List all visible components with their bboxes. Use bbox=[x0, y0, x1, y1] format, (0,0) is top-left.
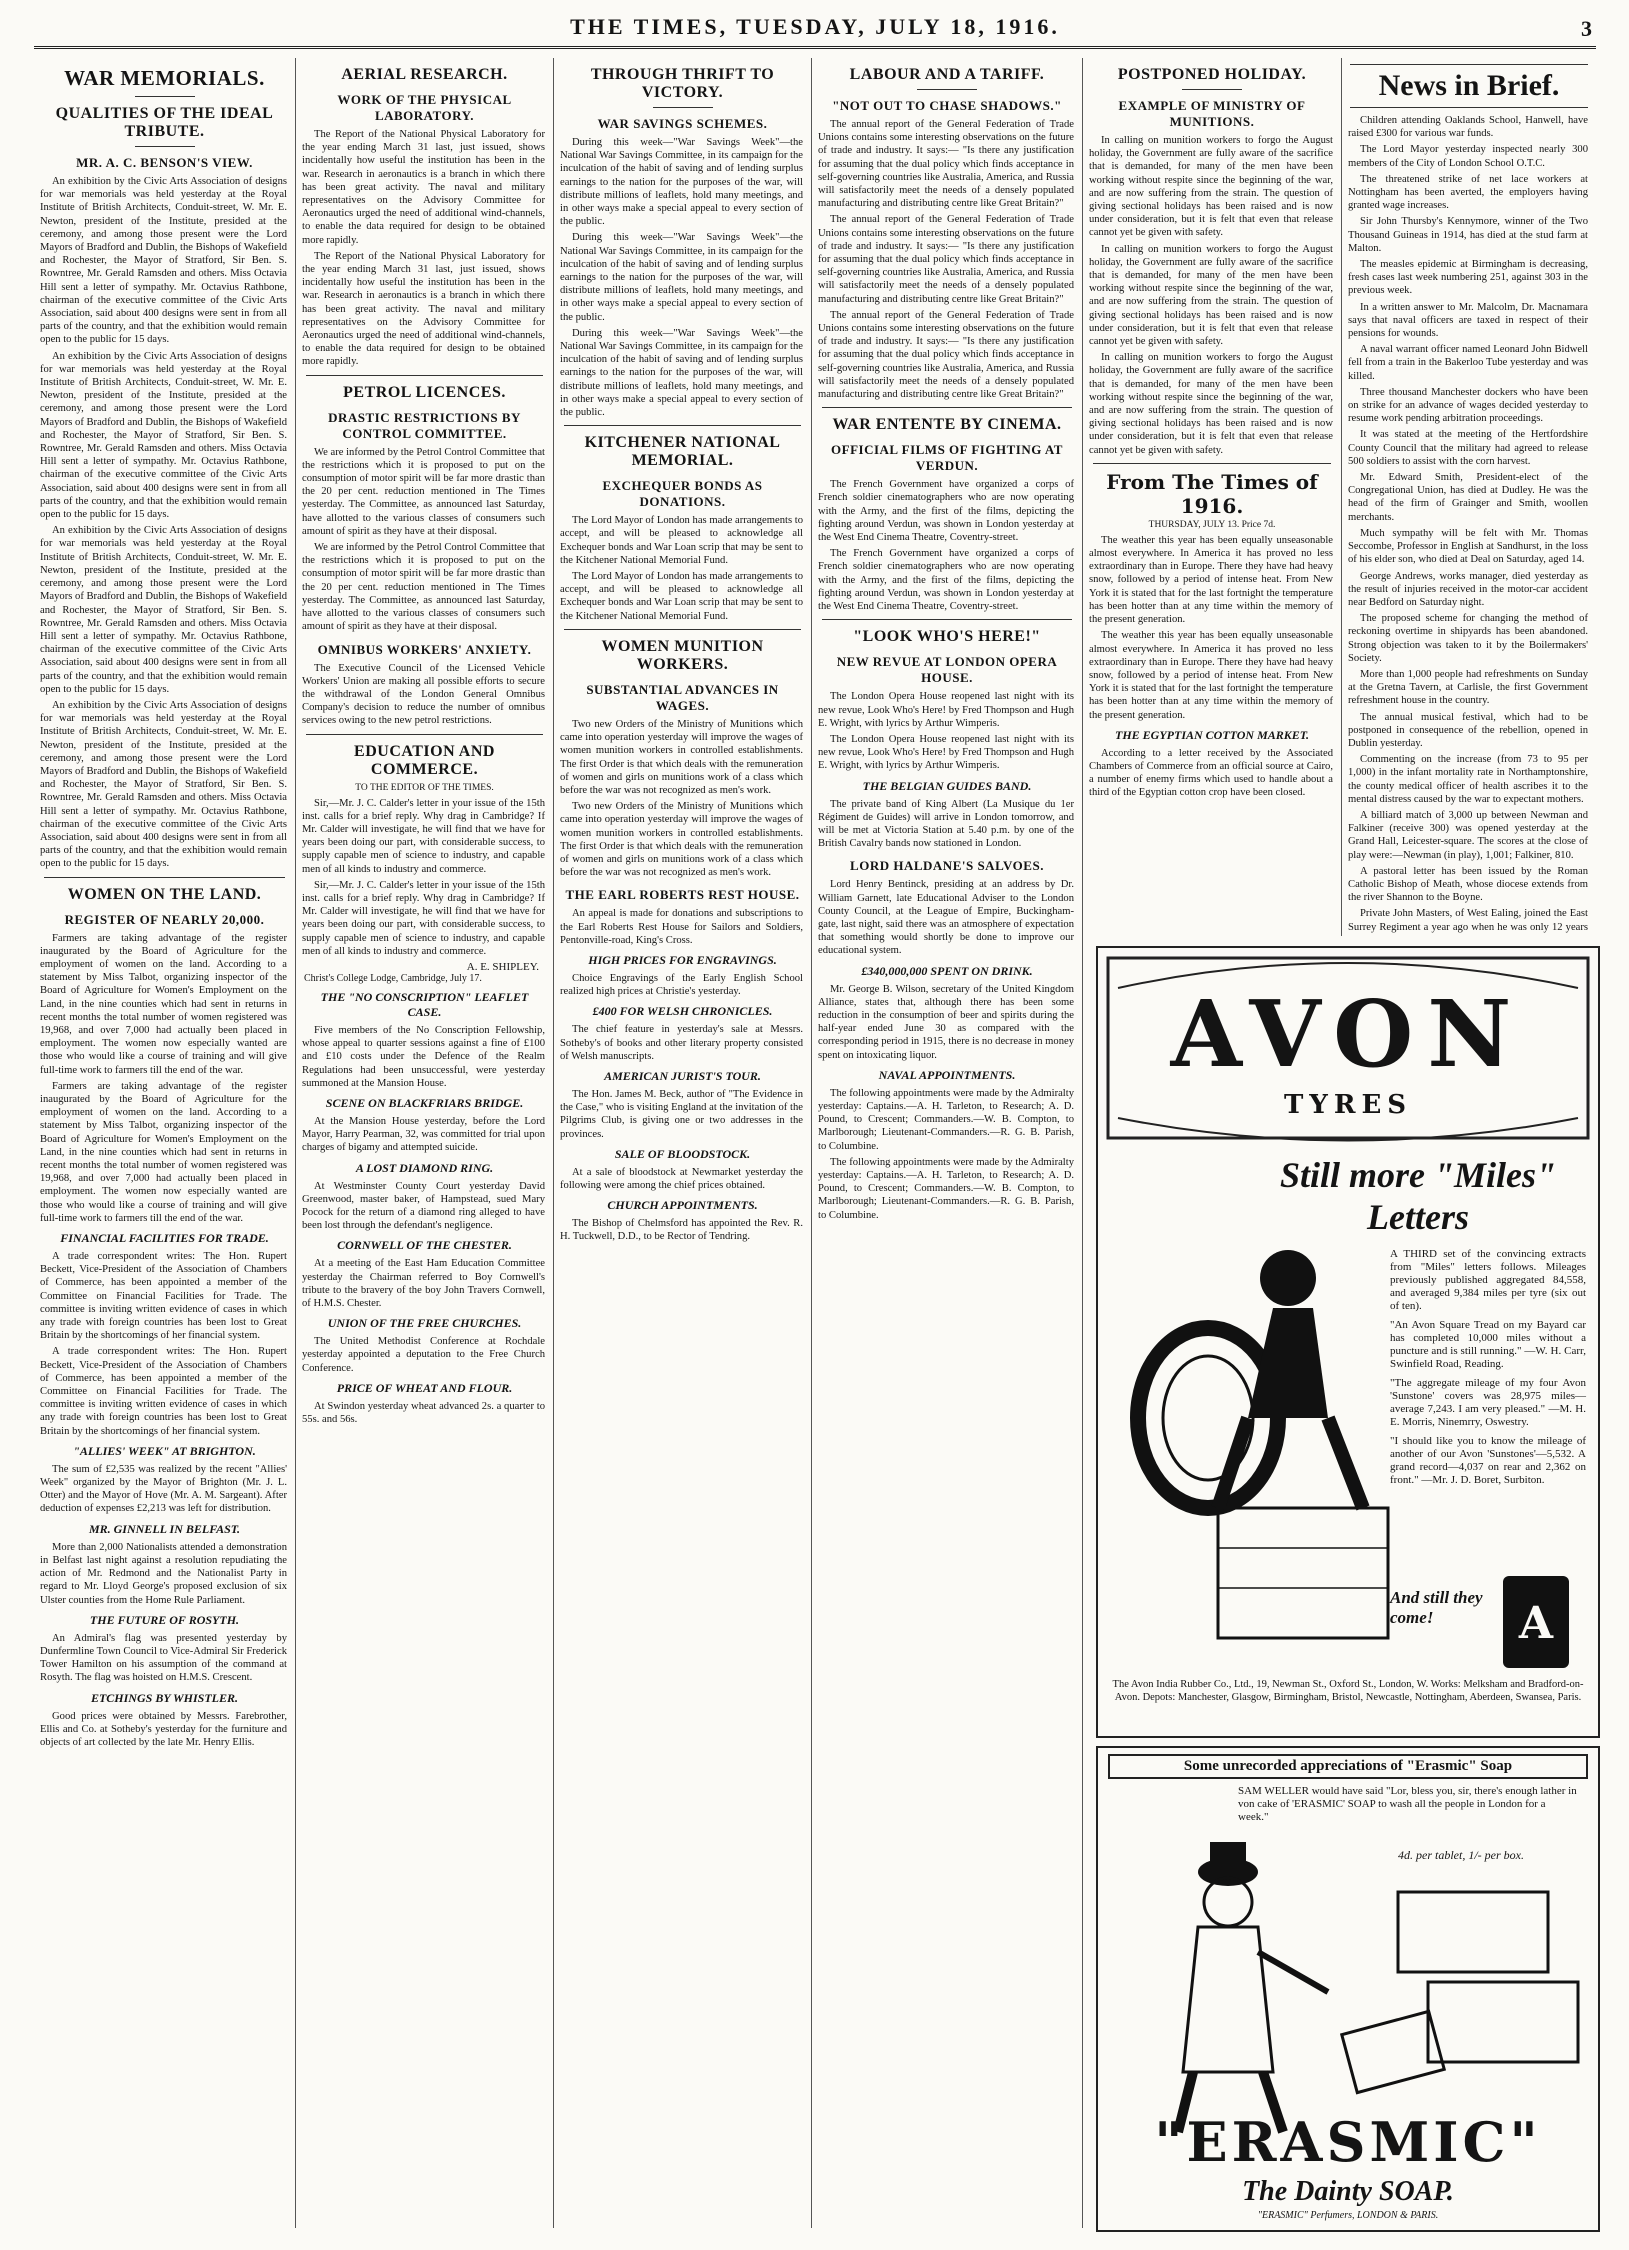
subhead-verdun: OFFICIAL FILMS OF FIGHTING AT VERDUN. bbox=[831, 442, 1063, 474]
article-revue: The London Opera House reopened last night with its new revue, Look Who's Here! by Fred Thompson and Hugh E. Wright, with lyrics by Arthur Wimperis. bbox=[818, 691, 1074, 729]
article-kitchener: The Lord Mayor of London has made arrangements to accept, and will be pleased to acknowledge all Exchequer bonds and War Loan scrip that may be sent to the Kitchener National Memorial Fund. bbox=[560, 515, 803, 566]
avon-address: The Avon India Rubber Co., Ltd., 19, Newman St., Oxford St., London, W. Works: Melksham and Bradford-on-Avon. Depots: Manchester, Glasgow, Birmingham, Bristol, Newcastle, Nottingham, Aberdeen, Swansea, Paris. bbox=[1112, 1679, 1584, 1703]
headline-postponed-holiday: POSTPONED HOLIDAY. bbox=[1117, 66, 1307, 83]
headline-education: EDUCATION AND COMMERCE. bbox=[354, 742, 495, 778]
article-petrol-cont: We are informed by the Petrol Control Committee that the restrictions which it is proposed to put on the consumption of motor spirit will be far more drastic than the 20 per cent. reduction mentioned in The Times yesterday. The Committee, as announced last Saturday, have allotted to the various classes of consumers such amount of spirit as they have at their disposal. bbox=[302, 542, 545, 633]
headline-bloodstock: SALE OF BLOODSTOCK. bbox=[614, 1146, 751, 1161]
erasmic-footer: "ERASMIC" Perfumers, LONDON & PARIS. bbox=[1257, 2210, 1439, 2221]
brief-item: The annual musical festival, which had to be postponed in consequence of the rebellion, opened in Dublin yesterday. bbox=[1348, 711, 1588, 749]
brief-item: The Lord Mayor yesterday inspected nearly 300 members of the City of London School O.T.C. bbox=[1348, 144, 1588, 169]
column-4 bbox=[812, 58, 1083, 2228]
article-labour-cont: The annual report of the General Federation of Trade Unions contains some interesting observations on the future of trade and industry. It says:— "Is there any justification for assuming that the dual policy which finds acceptance in self-governing countries like Australia, America, and Russia will satisfactorily meet the needs of a densely populated manufacturing and distributing centre like Great Britain?" bbox=[818, 214, 1074, 305]
avon-logo-emblem bbox=[1503, 1576, 1569, 1668]
erasmic-banner: Some unrecorded appreciations of "Erasmic" Soap bbox=[1108, 1754, 1588, 1779]
article-women-land: Farmers are taking advantage of the register inaugurated by the Board of Agriculture for the employment of women on the land. According to a statement by Miss Talbot, organizing inspector of the Board of Agriculture for Women's Employment on the Land, in the nine counties which had sent in returns in recent months the total number of women registered was 19,968, and over 7,000 had actually been placed in employment. The women now especially wanted are those who would like a course of training and will give full-time work to farmers till the end of the war. bbox=[40, 932, 287, 1076]
headline-haldane: LORD HALDANE'S SALVOES. bbox=[850, 858, 1044, 874]
subhead-shadows: "NOT OUT TO CHASE SHADOWS." bbox=[832, 98, 1062, 113]
column-1 bbox=[34, 58, 296, 2228]
article-benson: An exhibition by the Civic Arts Association of designs for war memorials was held yesterday at the Royal Institute of British Architects, Conduit-street, W. Mr. E. Newton, president of the Institute, presided at the ceremony, and among those present were the Lord Mayors of Bradford and Dublin, the Bishops of Wakefield and Rochester, the Mayor of Stratford, Sir Ben. S. Rowntree, Mr. Gerald Ramsden and others. Miss Octavia Hill sent a letter of sympathy. Mr. Octavius Rathbone, chairman of the executive committee of the Civic Arts Association, said about 400 designs were sent in from all parts of the country, and that the exhibition would remain open to the public for 15 days. bbox=[40, 176, 287, 346]
rule bbox=[306, 734, 543, 735]
headline-free-churches: UNION OF THE FREE CHURCHES. bbox=[327, 1316, 522, 1331]
brief-item: More than 1,000 people had refreshments on Sunday at the Gretna Tavern, at Carlisle, the first Government refreshment house in the country. bbox=[1348, 668, 1588, 707]
rule bbox=[917, 89, 977, 90]
article-aerial: The Report of the National Physical Laboratory for the year ending March 31 last, just issued, shows incidentally how useful the institution has been in the war. Research in aeronautics is a branch in which there has been great activity. The naval and military representatives on the Advisory Committee for Aeronautics urged the need of additional wind-channels, to enable the data required for design to be obtained more rapidly. bbox=[302, 129, 545, 246]
rule bbox=[1093, 463, 1331, 464]
headline-cornwell: CORNWELL OF THE CHESTER. bbox=[337, 1238, 512, 1253]
headline-allies-week: "ALLIES' WEEK" AT BRIGHTON. bbox=[73, 1443, 256, 1458]
headline-omnibus: OMNIBUS WORKERS' ANXIETY. bbox=[317, 641, 532, 657]
article-diamond-ring: At Westminster County Court yesterday David Greenwood, master baker, of Hampstead, sued Mary Pocock for the return of a diamond ring alleged to have been lost through the defendant's negligence. bbox=[302, 1180, 545, 1232]
headline-church: CHURCH APPOINTMENTS. bbox=[607, 1198, 758, 1213]
headline-welsh: £400 FOR WELSH CHRONICLES. bbox=[592, 1004, 773, 1019]
headline-women-land: WOMEN ON THE LAND. bbox=[67, 885, 262, 903]
headline-no-conscription: THE "NO CONSCRIPTION" LEAFLET CASE. bbox=[320, 989, 529, 1019]
rule bbox=[822, 407, 1072, 408]
headline-roberts: THE EARL ROBERTS REST HOUSE. bbox=[565, 887, 800, 903]
brief-item: Commenting on the increase (from 73 to 95 per 1,000) in the infant mortality rate in Northamptonshire, the county medical officer of health ascribes it to the mental distress caused by the war to expectant mothers. bbox=[1348, 754, 1588, 805]
article-bloodstock: At a sale of bloodstock at Newmarket yesterday the following were among the chief prices obtained. bbox=[560, 1166, 803, 1191]
brief-item: In a written answer to Mr. Malcolm, Dr. Macnamara says that naval officers are taxed in respect of their pensions for wounds. bbox=[1348, 301, 1588, 340]
headline-munition: WOMEN MUNITION WORKERS. bbox=[601, 637, 764, 673]
rule bbox=[135, 146, 195, 147]
headline-whistler: ETCHINGS BY WHISTLER. bbox=[90, 1690, 239, 1705]
avon-headline: Still more "Miles" Letters bbox=[1280, 1155, 1556, 1237]
article-haldane: Lord Henry Bentinck, presiding at an address by Dr. William Garnett, late Educational Adviser to the London County Council, at the League of Empire, Buckingham-gate, last night, said there was an atmosphere of expectation that something would shortly be done to improve our educational system. bbox=[818, 879, 1074, 957]
article-benson-cont: An exhibition by the Civic Arts Association of designs for war memorials was held yesterday at the Royal Institute of British Architects, Conduit-street, W. Mr. E. Newton, president of the Institute, presided at the ceremony, and among those present were the Lord Mayors of Bradford and Dublin, the Bishops of Wakefield and Rochester, the Mayor of Stratford, Sir Ben. S. Rowntree, Mr. Gerald Ramsden and others. Miss Octavia Hill sent a letter of sympathy. Mr. Octavius Rathbone, chairman of the executive committee of the Civic Arts Association, said about 400 designs were sent in from all parts of the country, and that the exhibition would remain open to the public for 15 days. bbox=[40, 525, 287, 695]
brief-item: It was stated at the meeting of the Hertfordshire County Council that the military had agreed to release 500 soldiers to assist with the corn harvest. bbox=[1348, 429, 1588, 467]
headline-blackfriars: SCENE ON BLACKFRIARS BRIDGE. bbox=[325, 1095, 524, 1110]
article-jurist: The Hon. James M. Beck, author of "The Evidence in the Case," who is visiting England at the invitation of the Pilgrims Club, is giving one or two addresses in the provinces. bbox=[560, 1088, 803, 1140]
article-free-churches: The United Methodist Conference at Rochdale yesterday appointed a deputation to the Free Church Conference. bbox=[302, 1336, 545, 1374]
column-6 bbox=[1342, 58, 1596, 936]
rule bbox=[564, 629, 801, 630]
article-postponed-holiday: In calling on munition workers to forgo the August holiday, the Government are fully aware of the sacrifice that is demanded, for many of the men have been working without respite since the beginning of the war, and are now suffering from the strain. The question of giving sectional holidays has been raised and is now under consideration, but it is felt that even that release cannot yet be given with safety. bbox=[1089, 135, 1333, 239]
brief-item: George Andrews, works manager, died yesterday as the result of injuries received in the motor-car accident near Bedford on Saturday night. bbox=[1348, 570, 1588, 608]
article-women-land-cont: Farmers are taking advantage of the register inaugurated by the Board of Agriculture for the employment of women on the land. According to a statement by Miss Talbot, organizing inspector of the Board of Agriculture for Women's Employment on the Land, in the nine counties which had sent in returns in recent months the total number of women registered was 19,968, and over 7,000 had actually been placed in employment. The women now especially wanted are those who would like a course of training and will give full-time work to farmers till the end of the war. bbox=[40, 1080, 287, 1224]
subhead-wages: SUBSTANTIAL ADVANCES IN WAGES. bbox=[586, 681, 779, 713]
subhead-qualities: QUALITIES OF THE IDEAL TRIBUTE. bbox=[55, 105, 274, 140]
article-engravings: Choice Engravings of the Early English School realized high prices at Christie's yesterday. bbox=[560, 972, 803, 998]
article-roberts: An appeal is made for donations and subscriptions to the Earl Roberts Rest House for Sailors and Soldiers, Pentonville-road, King's Cross. bbox=[560, 908, 803, 946]
headline-war-memorials: WAR MEMORIALS. bbox=[64, 66, 265, 90]
headline-look-who: "LOOK WHO'S HERE!" bbox=[853, 628, 1041, 646]
erasmic-price: 4d. per tablet, 1/- per box. bbox=[1398, 1848, 1524, 1862]
headline-jurist: AMERICAN JURIST'S TOUR. bbox=[604, 1068, 761, 1083]
rule bbox=[306, 375, 543, 376]
rule bbox=[135, 96, 195, 97]
masthead bbox=[34, 14, 1596, 49]
article-ginnell: More than 2,000 Nationalists attended a demonstration in Belfast last night against a resolution repudiating the action of Mr. Redmond and the Nationalist Party in regard to Mr. Lloyd George's proposed exclusion of six Ulster counties from the Home Rule Parliament. bbox=[40, 1541, 287, 1606]
brief-item: A pastoral letter has been issued by the Roman Catholic Bishop of Meath, whose diocese extends from the river Shannon to the Boyne. bbox=[1348, 865, 1588, 904]
headline-drink: £340,000,000 SPENT ON DRINK. bbox=[861, 963, 1033, 978]
brief-item: Sir John Thursby's Kennymore, winner of the Two Thousand Guineas in 1914, has died at the stud farm at Malton. bbox=[1348, 216, 1588, 254]
avon-tyres: TYRES bbox=[1283, 1090, 1413, 1120]
article-rosyth: An Admiral's flag was presented yesterday by Dunfermline Town Council to Vice-Admiral Sir Frederick Tower Hamilton on his assumption of the command at Rosyth. The flag was hoisted on H.M.S. Crescent. bbox=[40, 1632, 287, 1684]
from-the-times-date: THURSDAY, JULY 13. Price 7d. bbox=[1148, 519, 1276, 530]
article-omnibus: The Executive Council of the Licensed Vehicle Workers' Union are making all possible efforts to secure the withdrawal of the London General Omnibus Company's decision to reduce the number of omnibus services owing to the new petrol restrictions. bbox=[302, 662, 545, 727]
headline-belgian-band: THE BELGIAN GUIDES BAND. bbox=[862, 778, 1032, 793]
headline-wheat: PRICE OF WHEAT AND FLOUR. bbox=[336, 1380, 513, 1395]
column-2 bbox=[296, 58, 554, 2228]
avon-advertisement bbox=[1096, 946, 1600, 1738]
rule bbox=[653, 107, 713, 108]
article-kitchener-cont: The Lord Mayor of London has made arrangements to accept, and will be pleased to acknowledge all Exchequer bonds and War Loan scrip that may be sent to the Kitchener National Memorial Fund. bbox=[560, 571, 803, 622]
article-cinema: The French Government have organized a corps of French soldier cinematographers who are now operating with the Army, and the first of the films, depicting the fighting around Verdun, was shown in London yesterday at the West End Cinema Theatre, Coventry-street. bbox=[818, 479, 1074, 544]
avon-copy-1: A THIRD set of the convincing extracts from "Miles" letters follows. Mileages previously published aggregated 84,558, and averaged 9,384 miles per tyre (six out of ten). bbox=[1390, 1248, 1586, 1312]
article-munition: Two new Orders of the Ministry of Munitions which came into operation yesterday will improve the wages of women munition workers in controlled establishments. The first Order is that which deals with the remuneration of women and girls on munitions work of a class which before the war was not recognized as men's work. bbox=[560, 718, 803, 796]
headline-diamond-ring: A LOST DIAMOND RING. bbox=[355, 1160, 494, 1175]
news-in-brief-title: News in Brief. bbox=[1350, 64, 1588, 108]
article-from-1816: The weather this year has been equally unseasonable almost everywhere. In America it has proved no less extraordinary than in Europe. There they have had heavy snow, followed by a period of intense heat. From New York it is stated that for the last fortnight the temperature has been hotter than at any time within the memory of the present generation. bbox=[1089, 534, 1333, 626]
article-church: The Bishop of Chelmsford has appointed the Rev. R. H. Tuckwell, D.D., to be Rector of Tendring. bbox=[560, 1218, 803, 1243]
headline-petrol: PETROL LICENCES. bbox=[343, 383, 506, 401]
man-with-tyre-illustration bbox=[1138, 1250, 1388, 1638]
article-blackfriars: At the Mansion House yesterday, before the Lord Mayor, Harry Pearman, 32, was committed for trial upon charges of bigamy and attempted suicide. bbox=[302, 1115, 545, 1154]
headline-aerial: AERIAL RESEARCH. bbox=[341, 66, 508, 83]
article-cinema-cont: The French Government have organized a corps of French soldier cinematographers who are now operating with the Army, and the first of the films, depicting the fighting around Verdun, was shown in London yesterday at the West End Cinema Theatre, Coventry-street. bbox=[818, 548, 1074, 613]
avon-closing: And still they come! bbox=[1390, 1588, 1483, 1627]
rule bbox=[44, 877, 285, 878]
avon-copy bbox=[1390, 1248, 1586, 1487]
newspaper-title: THE TIMES, TUESDAY, JULY 18, 1916. bbox=[570, 14, 1060, 39]
article-allies-week: The sum of £2,535 was realized by the recent "Allies' Week" organized by the Mayor of Brighton (Mr. J. L. Otter) and the Mayor of Hove (Mr. A. M. Sargeant). After deduction of expenses £2,213 was left for distribution. bbox=[40, 1463, 287, 1515]
headline-engravings: HIGH PRICES FOR ENGRAVINGS. bbox=[588, 952, 777, 967]
soap-boxes bbox=[1342, 1892, 1578, 2093]
erasmic-tagline: The Dainty SOAP. bbox=[1242, 2176, 1454, 2207]
article-financial-cont: A trade correspondent writes: The Hon. Rupert Beckett, Vice-President of the Association of Chambers of Commerce, has been appointed a member of the Committee on Financial Facilities for Trade. The committee is inviting written evidence of cases in which any trade with foreign countries has been lost to Great Britain by the shortcomings of her financial system. bbox=[40, 1346, 287, 1437]
headline-thrift: THROUGH THRIFT TO VICTORY. bbox=[590, 66, 775, 101]
article-postponed-cont: In calling on munition workers to forgo the August holiday, the Government are fully aware of the sacrifice that is demanded, for many of the men have been working without respite since the beginning of the war, and are now suffering from the strain. The question of giving sectional holidays has been raised and is now under consideration, but it is felt that even that release cannot yet be given with safety. bbox=[1089, 243, 1333, 348]
subhead-drastic: DRASTIC RESTRICTIONS BY CONTROL COMMITTEE. bbox=[328, 409, 521, 441]
article-no-conscription: Five members of the No Conscription Fellowship, whose appeal to quarter sessions against a fine of £100 and £10 costs under the Defence of the Realm Regulations had been unsuccessful, were yesterday summoned at the Mansion House. bbox=[302, 1024, 545, 1089]
article-from-1816-cont: The weather this year has been equally unseasonable almost everywhere. In America it has proved no less extraordinary than in Europe. There they have had heavy snow, followed by a period of intense heat. From New York it is stated that for the last fortnight the temperature has been hotter than at any time within the memory of the present generation. bbox=[1089, 630, 1333, 721]
article-munition-cont: Two new Orders of the Ministry of Munitions which came into operation yesterday will improve the wages of women munition workers in controlled establishments. The first Order is that which deals with the remuneration of women and girls on munitions work of a class which before the war was not recognized as men's work. bbox=[560, 801, 803, 879]
article-drink: Mr. George B. Wilson, secretary of the United Kingdom Alliance, states that, although there has been some reduction in the consumption of beer and spirits during the half-year ended June 30 as compared with the corresponding period in 1915, there is no decrease in money spent on intoxicating liquor. bbox=[818, 983, 1074, 1061]
subhead-ministry: EXAMPLE OF MINISTRY OF MUNITIONS. bbox=[1118, 98, 1306, 129]
headline-ginnell: MR. GINNELL IN BELFAST. bbox=[88, 1521, 241, 1536]
article-thrift-cont: During this week—"War Savings Week"—the National War Savings Committee, in its campaign for the inculcation of the habit of saving and of lending surplus earnings to the nation for the purposes of the war, will distribute millions of leaflets, hold many meetings, and in other ways make a special appeal to every section of the public. bbox=[560, 327, 803, 419]
brief-item: Much sympathy will be felt with Mr. Thomas Seccombe, Professor in English at Sandhurst, in the loss of his elder son, who died at Deal on Saturday, aged 14. bbox=[1348, 527, 1588, 566]
brief-item: Private John Masters, of West Ealing, joined the East Surrey Regiment a year ago when he was only 12 years bbox=[1348, 908, 1588, 933]
subhead-register: REGISTER OF NEARLY 20,000. bbox=[64, 911, 265, 927]
article-naval: The following appointments were made by the Admiralty yesterday: Captains.—A. H. Tarleton, to Research; A. D. Pound, to Crescent; Commanders.—W. B. Compton, to Marlborough; Lieutenant-Commanders.—R. G. B. Parish, to Columbine. bbox=[818, 1087, 1074, 1152]
article-thrift-cont: During this week—"War Savings Week"—the National War Savings Committee, in its campaign for the inculcation of the habit of saving and of lending surplus earnings to the nation for the purposes of the war, will distribute millions of leaflets, hold many meetings, and in other ways make a special appeal to every section of the public. bbox=[560, 232, 803, 323]
avon-brand: AVON bbox=[1170, 980, 1526, 1088]
brief-item: A naval warrant officer named Leonard John Bidwell fell from a train in the Bakerloo Tube yesterday and was killed. bbox=[1348, 344, 1588, 382]
letter-education: Sir,—Mr. J. C. Calder's letter in your issue of the 15th inst. calls for a brief reply. Why drag in Cambridge? If Mr. Calder will investigate, he will find that we have for years been doing our part, with considerable success, to supply capable men of science to industry, and capable men of all kinds to industry and commerce. bbox=[302, 797, 545, 875]
article-benson-cont: An exhibition by the Civic Arts Association of designs for war memorials was held yesterday at the Royal Institute of British Architects, Conduit-street, W. Mr. E. Newton, president of the Institute, presided at the ceremony, and among those present were the Lord Mayors of Bradford and Dublin, the Bishops of Wakefield and Rochester, the Mayor of Stratford, Sir Ben. S. Rowntree, Mr. Gerald Ramsden and others. Miss Octavia Hill sent a letter of sympathy. Mr. Octavius Rathbone, chairman of the executive committee of the Civic Arts Association, said about 400 designs were sent in from all parts of the country, and that the exhibition would remain open to the public for 15 days. bbox=[40, 350, 287, 521]
article-labour-cont: The annual report of the General Federation of Trade Unions contains some interesting observations on the future of trade and industry. It says:— "Is there any justification for assuming that the dual policy which finds acceptance in self-governing countries like Australia, America, and Russia will satisfactorily meet the needs of a densely populated manufacturing and distributing centre like Great Britain?" bbox=[818, 309, 1074, 401]
subhead-editor: TO THE EDITOR OF THE TIMES. bbox=[355, 782, 494, 793]
article-cornwell: At a meeting of the East Ham Education Committee yesterday the Chairman referred to Boy Cornwell's tribute to the bravery of the boy John Travers Cornwell, of H.M.S. Chester. bbox=[302, 1258, 545, 1309]
letter-education-cont: Sir,—Mr. J. C. Calder's letter in your issue of the 15th inst. calls for a brief reply. Why drag in Cambridge? If Mr. Calder will investigate, he will find that we have for years been doing our part, with considerable success, to supply capable men of science to industry, and capable men of all kinds to industry and commerce. bbox=[302, 879, 545, 957]
rule bbox=[1182, 89, 1242, 90]
article-naval-cont: The following appointments were made by the Admiralty yesterday: Captains.—A. H. Tarleton, to Research; A. D. Pound, to Crescent; Commanders.—W. B. Compton, to Marlborough; Lieutenant-Commanders.—R. G. B. Parish, to Columbine. bbox=[818, 1156, 1074, 1221]
subhead-revue: NEW REVUE AT LONDON OPERA HOUSE. bbox=[836, 654, 1058, 686]
brief-item: Children attending Oaklands School, Hanwell, have raised £300 for various war funds. bbox=[1348, 115, 1588, 140]
article-revue-cont: The London Opera House reopened last night with its new revue, Look Who's Here! by Fred Thompson and Hugh E. Wright, with lyrics by Arthur Wimperis. bbox=[818, 733, 1074, 772]
article-belgian-band: The private band of King Albert (La Musique du 1er Régiment de Guides) will arrive in London tomorrow, and will be met at Victoria Station at 5.40 p.m. by one of the British Cavalry bands now stationed in London. bbox=[818, 798, 1074, 850]
headline-rosyth: THE FUTURE OF ROSYTH. bbox=[89, 1612, 240, 1627]
brief-item: Mr. Edward Smith, President-elect of the Congregational Union, has died at Dudley. He was the head of the firm of Grainger and Smith, woollen merchants. bbox=[1348, 472, 1588, 523]
rule bbox=[564, 425, 801, 426]
headline-kitchener: KITCHENER NATIONAL MEMORIAL. bbox=[584, 434, 781, 470]
article-financial: A trade correspondent writes: The Hon. Rupert Beckett, Vice-President of the Association of Chambers of Commerce, has been appointed a member of the Committee on Financial Facilities for Trade. The committee is inviting written evidence of cases in which any trade with foreign countries has been lost to Great Britain by the shortcomings of her financial system. bbox=[40, 1251, 287, 1342]
signature-place: Christ's College Lodge, Cambridge, July 17. bbox=[304, 972, 482, 984]
svg-text:A: A bbox=[1518, 1598, 1554, 1649]
subhead-benson: MR. A. C. BENSON'S VIEW. bbox=[76, 155, 253, 170]
article-petrol: We are informed by the Petrol Control Committee that the restrictions which it is proposed to put on the consumption of motor spirit will be far more drastic than the 20 per cent. reduction mentioned in The Times yesterday. The Committee, as announced last Saturday, have allotted to the various classes of consumers such amount of spirit as they have at their disposal. bbox=[302, 446, 545, 537]
article-cotton: According to a letter received by the Associated Chambers of Commerce from an official source at Cairo, a number of enemy firms which used to handle about a third of the Egyptian cotton crop have been closed. bbox=[1089, 747, 1333, 799]
erasmic-advertisement bbox=[1096, 1746, 1600, 2232]
article-aerial-cont: The Report of the National Physical Laboratory for the year ending March 31 last, just issued, shows incidentally how useful the institution has been in the war. Research in aeronautics is a branch in which there has been great activity. The naval and military representatives on the Advisory Committee for Aeronautics urged the need of additional wind-channels, to enable the data required for design to be obtained more rapidly. bbox=[302, 250, 545, 368]
avon-copy-3: "The aggregate mileage of my four Avon 'Sunstone' covers was 28,975 miles—average 7,243. I am very pleased." —M. H. E. Morris, Ninemrry, Oswestry. bbox=[1390, 1377, 1586, 1428]
subhead-exchequer: EXCHEQUER BONDS AS DONATIONS. bbox=[602, 478, 763, 510]
sam-weller-figure bbox=[1178, 1842, 1328, 2132]
headline-cotton: THE EGYPTIAN COTTON MARKET. bbox=[1114, 727, 1310, 742]
headline-naval: NAVAL APPOINTMENTS. bbox=[878, 1067, 1016, 1082]
article-welsh: The chief feature in yesterday's sale at Messrs. Sotheby's of books and other literary property consisted of Welsh manuscripts. bbox=[560, 1024, 803, 1062]
column-5 bbox=[1083, 58, 1342, 936]
article-postponed-cont: In calling on munition workers to forgo the August holiday, the Government are fully aware of the sacrifice that is demanded, for many of the men have been working without respite since the beginning of the war, and are now suffering from the strain. The question of giving sectional holidays has been raised and is now under consideration, but it is felt that even that release cannot yet be given with safety. bbox=[1089, 352, 1333, 456]
subhead-savings: WAR SAVINGS SCHEMES. bbox=[597, 116, 768, 131]
brief-item: The threatened strike of net lace workers at Nottingham has been averted, the employers having granted wage increases. bbox=[1348, 173, 1588, 212]
signature-name: A. E. SHIPLEY. bbox=[466, 960, 539, 973]
column-3 bbox=[554, 58, 812, 2228]
avon-copy-2: "An Avon Square Tread on my Bayard car has completed 10,000 miles without a puncture and is still running." —W. H. Carr, Swinfield Road, Reading. bbox=[1390, 1319, 1586, 1370]
brief-item: The proposed scheme for changing the method of reckoning overtime in shipyards has been abandoned. Strong objection was taken to it by the Boilermakers' Society. bbox=[1348, 613, 1588, 664]
headline-financial: FINANCIAL FACILITIES FOR TRADE. bbox=[60, 1231, 269, 1246]
article-labour: The annual report of the General Federation of Trade Unions contains some interesting observations on the future of trade and industry. It says:— "Is there any justification for assuming that the dual policy which finds acceptance in self-governing countries like Australia, America, and Russia will satisfactorily meet the needs of a densely populated manufacturing and distributing centre like Great Britain?" bbox=[818, 119, 1074, 210]
headline-cinema: WAR ENTENTE BY CINEMA. bbox=[832, 416, 1062, 434]
erasmic-quote: SAM WELLER would have said "Lor, bless you, sir, there's enough lather in von cake of 'ERASMIC' SOAP to wash all the people in London for a week." bbox=[1238, 1785, 1577, 1823]
subhead-laboratory: WORK OF THE PHYSICAL LABORATORY. bbox=[337, 92, 512, 123]
article-benson-cont: An exhibition by the Civic Arts Association of designs for war memorials was held yesterday at the Royal Institute of British Architects, Conduit-street, W. Mr. E. Newton, president of the Institute, presided at the ceremony, and among those present were the Lord Mayors of Bradford and Dublin, the Bishops of Wakefield and Rochester, the Mayor of Stratford, Sir Ben. S. Rowntree, Mr. Gerald Ramsden and others. Miss Octavia Hill sent a letter of sympathy. Mr. Octavius Rathbone, chairman of the executive committee of the Civic Arts Association, said about 400 designs were sent in from all parts of the country, and that the exhibition would remain open to the public for 15 days. bbox=[40, 699, 287, 870]
article-wheat: At Swindon yesterday wheat advanced 2s. a quarter to 55s. and 56s. bbox=[302, 1400, 545, 1426]
page-number: 3 bbox=[1581, 16, 1592, 41]
avon-copy-4: "I should like you to know the mileage of another of our Avon 'Sunstones'—5,532. A grand record—4,037 on rear and 2,362 on front." —Mr. J. D. Boret, Surbiton. bbox=[1390, 1435, 1586, 1486]
brief-item: The measles epidemic at Birmingham is decreasing, fresh cases last week numbering 251, against 303 in the previous week. bbox=[1348, 259, 1588, 297]
from-the-times-heading: From The Times of 1916. bbox=[1106, 469, 1318, 518]
rule bbox=[822, 619, 1072, 620]
brief-item: A billiard match of 3,000 up between Newman and Falkiner (receive 300) was opened yesterday at the Grand Hall, Leicester-square. The scores at the close of play were:—Newman (in play), 1,001; Falkiner, 810. bbox=[1348, 809, 1588, 861]
brief-item: Three thousand Manchester dockers who have been on strike for an advance of wages decided yesterday to resume work pending arbitration proceedings. bbox=[1348, 386, 1588, 425]
erasmic-brand: "ERASMIC" bbox=[1154, 2110, 1542, 2174]
article-thrift: During this week—"War Savings Week"—the National War Savings Committee, in its campaign for the inculcation of the habit of saving and of lending surplus earnings to the nation for the purposes of the war, will distribute millions of leaflets, hold many meetings, and in other ways make a special appeal to every section of the public. bbox=[560, 137, 803, 228]
article-whistler: Good prices were obtained by Messrs. Farebrother, Ellis and Co. at Sotheby's yesterday for the furniture and objects of art collected by the late Mr. Henry Ellis. bbox=[40, 1710, 287, 1748]
headline-labour: LABOUR AND A TARIFF. bbox=[849, 66, 1045, 83]
